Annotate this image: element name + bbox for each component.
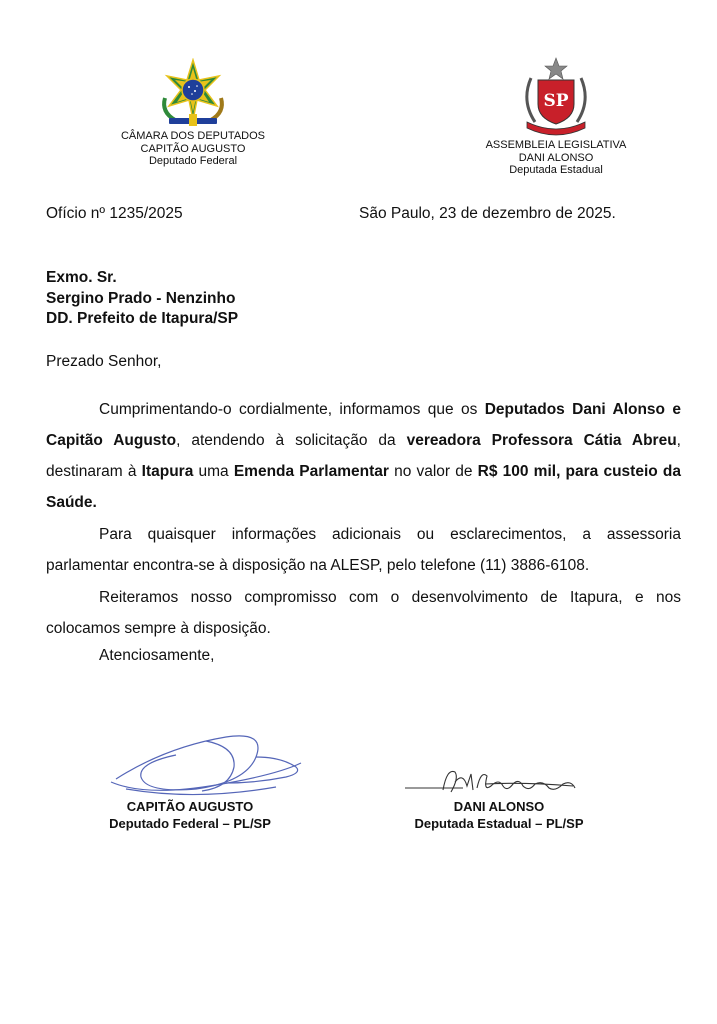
recipient-line1: Exmo. Sr. (46, 269, 117, 286)
salutation: Prezado Senhor, (46, 353, 162, 370)
paragraph-2: Para quaisquer informações adicionais ou esclarecimentos, a assessoria parlamentar encontra-se à disposição na ALESP, pelo telefone (11) 3886-6108. (46, 526, 681, 574)
p1-text-5: no valor de (388, 463, 478, 480)
p1-bold-councilor: vereadora Professora Cátia Abreu (406, 432, 677, 449)
p1-text-4: uma (193, 463, 234, 480)
p1-bold-amendment: Emenda Parlamentar (233, 463, 389, 480)
signer-right-name: DANI ALONSO (453, 799, 545, 814)
p1-text-2: , atendendo à solicitação da (176, 432, 407, 449)
paragraph-1 (46, 394, 681, 518)
p1-text-1: Cumprimentando-o cordialmente, informamos que os (99, 401, 485, 418)
left-header-line3: Deputado Federal (148, 155, 238, 167)
sao-paulo-coat-of-arms-icon (521, 56, 591, 136)
signer-left-role: Deputado Federal – PL/SP (109, 815, 271, 831)
signer-right (399, 799, 599, 832)
right-header-line1: ASSEMBLEIA LEGISLATIVA (485, 139, 627, 151)
recipient-line3: DD. Prefeito de Itapura/SP (46, 310, 239, 327)
p1-bold-amount: R$ 100 mil, para custeio da Saúde. (46, 463, 681, 511)
paragraph-3: Reiteramos nosso compromisso com o desenvolvimento de Itapura, e nos colocamos sempre à disposição. (46, 589, 681, 637)
left-header-line2: CAPITÃO AUGUSTO (140, 142, 246, 155)
letter-body (46, 394, 681, 644)
letter-date: São Paulo, 23 de dezembro de 2025. (359, 205, 616, 222)
brazil-coat-of-arms-icon (155, 58, 231, 128)
signature-capitao-augusto (106, 727, 306, 807)
recipient-block (46, 268, 238, 330)
svg-text:SP: SP (543, 91, 569, 111)
p1-bold-city: Itapura (141, 463, 194, 480)
right-institution-header (466, 139, 646, 177)
signer-left (90, 799, 290, 832)
left-institution-header (103, 130, 283, 168)
left-header-line1: CÂMARA DOS DEPUTADOS (120, 130, 266, 142)
signer-left-name: CAPITÃO AUGUSTO (126, 799, 254, 814)
p1-text-3: , destinaram à (46, 432, 681, 480)
signer-right-role: Deputada Estadual – PL/SP (414, 815, 584, 831)
recipient-line2: Sergino Prado - Nenzinho (46, 289, 236, 307)
p1-bold-deputies: Deputados Dani Alonso e Capitão Augusto (46, 401, 681, 449)
right-header-line2: DANI ALONSO (518, 151, 594, 164)
signature-dani-alonso (403, 762, 583, 802)
oficio-number: Ofício nº 1235/2025 (46, 205, 183, 222)
closing: Atenciosamente, (99, 647, 215, 664)
right-header-line3: Deputada Estadual (509, 164, 603, 176)
